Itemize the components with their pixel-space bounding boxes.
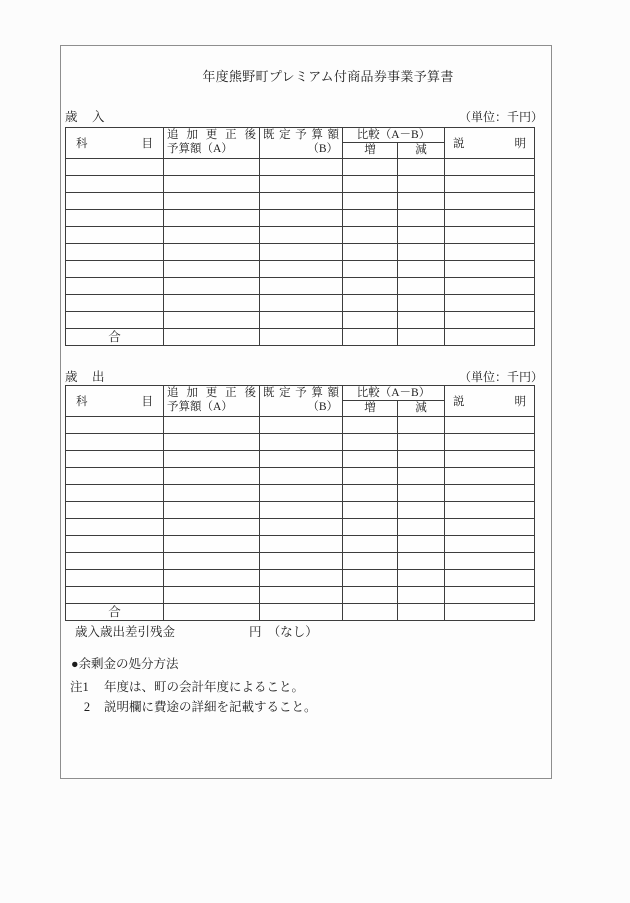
header-revised-budget-a bbox=[164, 386, 260, 416]
subject-cell bbox=[66, 227, 164, 243]
empty-table-row bbox=[66, 278, 534, 295]
revised-budget-cell bbox=[164, 278, 260, 294]
empty-table-row bbox=[66, 451, 534, 468]
header-existing-line1: 既 定 予 算 額 bbox=[263, 387, 339, 399]
note-1-text: 年度は、町の会計年度によること。 bbox=[104, 680, 305, 694]
increase-cell bbox=[343, 261, 398, 277]
empty-table-row bbox=[66, 176, 534, 193]
revised-budget-cell bbox=[164, 312, 260, 328]
increase-cell bbox=[343, 193, 398, 209]
description-cell bbox=[445, 485, 534, 501]
revenue-table-header bbox=[66, 128, 534, 159]
existing-budget-cell bbox=[260, 227, 343, 243]
balance-unit-suffix: 円 （なし） bbox=[249, 625, 318, 639]
subject-cell bbox=[66, 519, 164, 535]
existing-budget-cell bbox=[260, 553, 343, 569]
existing-budget-cell bbox=[260, 519, 343, 535]
revised-budget-cell bbox=[164, 536, 260, 552]
subject-cell bbox=[66, 502, 164, 518]
subject-cell bbox=[66, 485, 164, 501]
decrease-cell bbox=[398, 502, 445, 518]
header-revised-line1: 追 加 更 正 後 bbox=[167, 129, 256, 141]
empty-table-row bbox=[66, 570, 534, 587]
subject-cell bbox=[66, 210, 164, 226]
header-description-left: 説 bbox=[453, 396, 465, 408]
subject-cell bbox=[66, 570, 164, 586]
increase-cell bbox=[343, 604, 398, 620]
decrease-cell bbox=[398, 295, 445, 311]
expenditure-total-row bbox=[66, 604, 534, 620]
description-cell bbox=[445, 468, 534, 484]
existing-budget-cell bbox=[260, 244, 343, 260]
revenue-unit-label: （単位：千円） bbox=[458, 110, 543, 124]
decrease-cell bbox=[398, 210, 445, 226]
increase-cell bbox=[343, 312, 398, 328]
description-cell bbox=[445, 193, 534, 209]
increase-cell bbox=[343, 553, 398, 569]
decrease-cell bbox=[398, 329, 445, 345]
description-cell bbox=[445, 587, 534, 603]
revenue-table-body bbox=[66, 159, 534, 329]
header-revised-budget-a bbox=[164, 128, 260, 158]
total-label: 合 bbox=[108, 330, 121, 344]
revised-budget-cell bbox=[164, 295, 260, 311]
description-cell bbox=[445, 329, 534, 345]
revised-budget-cell bbox=[164, 451, 260, 467]
subject-cell bbox=[66, 295, 164, 311]
header-revised-line1: 追 加 更 正 後 bbox=[167, 387, 256, 399]
empty-table-row bbox=[66, 193, 534, 210]
surplus-heading: ●余剰金の処分方法 bbox=[71, 657, 179, 671]
revised-budget-cell bbox=[164, 485, 260, 501]
total-label-cell bbox=[66, 329, 164, 345]
revised-budget-cell bbox=[164, 417, 260, 433]
description-cell bbox=[445, 451, 534, 467]
empty-table-row bbox=[66, 227, 534, 244]
description-cell bbox=[445, 312, 534, 328]
increase-cell bbox=[343, 434, 398, 450]
subject-cell bbox=[66, 159, 164, 175]
decrease-cell bbox=[398, 193, 445, 209]
empty-table-row bbox=[66, 502, 534, 519]
existing-budget-cell bbox=[260, 604, 343, 620]
revised-budget-cell bbox=[164, 587, 260, 603]
empty-table-row bbox=[66, 519, 534, 536]
decrease-cell bbox=[398, 485, 445, 501]
note-1-prefix: 注1 bbox=[70, 680, 89, 694]
header-comparison-sub bbox=[343, 401, 444, 416]
empty-table-row bbox=[66, 485, 534, 502]
decrease-cell bbox=[398, 434, 445, 450]
expenditure-section-head bbox=[65, 367, 543, 385]
balance-line bbox=[75, 622, 318, 640]
revised-budget-cell bbox=[164, 329, 260, 345]
expenditure-label: 歳 出 bbox=[65, 370, 106, 384]
header-subject bbox=[66, 128, 164, 158]
existing-budget-cell bbox=[260, 570, 343, 586]
decrease-cell bbox=[398, 159, 445, 175]
empty-table-row bbox=[66, 210, 534, 227]
decrease-cell bbox=[398, 227, 445, 243]
header-subject-right: 目 bbox=[141, 138, 153, 150]
header-decrease-label: 減 bbox=[415, 402, 427, 414]
subject-cell bbox=[66, 244, 164, 260]
total-label-cell bbox=[66, 604, 164, 620]
existing-budget-cell bbox=[260, 261, 343, 277]
balance-label: 歳入歳出差引残金 bbox=[75, 625, 176, 639]
revised-budget-cell bbox=[164, 193, 260, 209]
header-revised-line2: 予算額（A） bbox=[167, 400, 233, 413]
increase-cell bbox=[343, 176, 398, 192]
empty-table-row bbox=[66, 244, 534, 261]
existing-budget-cell bbox=[260, 159, 343, 175]
header-decrease-label: 減 bbox=[415, 144, 427, 156]
revised-budget-cell bbox=[164, 159, 260, 175]
decrease-cell bbox=[398, 468, 445, 484]
empty-table-row bbox=[66, 587, 534, 604]
increase-cell bbox=[343, 519, 398, 535]
note-1 bbox=[70, 677, 304, 695]
revenue-total-row bbox=[66, 329, 534, 345]
header-increase-label: 増 bbox=[343, 143, 398, 158]
decrease-cell bbox=[398, 536, 445, 552]
header-comparison-label: 比較（A－B） bbox=[343, 386, 444, 401]
revised-budget-cell bbox=[164, 519, 260, 535]
decrease-cell bbox=[398, 587, 445, 603]
increase-cell bbox=[343, 468, 398, 484]
empty-table-row bbox=[66, 159, 534, 176]
decrease-cell bbox=[398, 261, 445, 277]
note-2 bbox=[70, 697, 317, 715]
decrease-cell bbox=[398, 244, 445, 260]
increase-cell bbox=[343, 502, 398, 518]
empty-table-row bbox=[66, 434, 534, 451]
existing-budget-cell bbox=[260, 434, 343, 450]
header-comparison-sub bbox=[343, 143, 444, 158]
empty-table-row bbox=[66, 295, 534, 312]
subject-cell bbox=[66, 587, 164, 603]
revised-budget-cell bbox=[164, 604, 260, 620]
revised-budget-cell bbox=[164, 210, 260, 226]
header-description-right: 明 bbox=[514, 138, 526, 150]
subject-cell bbox=[66, 451, 164, 467]
description-cell bbox=[445, 244, 534, 260]
existing-budget-cell bbox=[260, 312, 343, 328]
existing-budget-cell bbox=[260, 417, 343, 433]
description-cell bbox=[445, 227, 534, 243]
revised-budget-cell bbox=[164, 244, 260, 260]
description-cell bbox=[445, 261, 534, 277]
header-description bbox=[445, 128, 534, 158]
decrease-cell bbox=[398, 278, 445, 294]
description-cell bbox=[445, 502, 534, 518]
header-increase-label: 増 bbox=[343, 401, 398, 416]
description-cell bbox=[445, 159, 534, 175]
revenue-label: 歳 入 bbox=[65, 110, 106, 124]
subject-cell bbox=[66, 312, 164, 328]
existing-budget-cell bbox=[260, 176, 343, 192]
increase-cell bbox=[343, 295, 398, 311]
note-2-text: 説明欄に費途の詳細を記載すること。 bbox=[104, 700, 317, 714]
increase-cell bbox=[343, 451, 398, 467]
revenue-section-head bbox=[65, 107, 543, 125]
header-subject-left: 科 bbox=[76, 396, 88, 408]
subject-cell bbox=[66, 261, 164, 277]
decrease-cell bbox=[398, 176, 445, 192]
empty-table-row bbox=[66, 536, 534, 553]
expenditure-unit-label: （単位：千円） bbox=[458, 370, 543, 384]
subject-cell bbox=[66, 468, 164, 484]
increase-cell bbox=[343, 210, 398, 226]
increase-cell bbox=[343, 536, 398, 552]
subject-cell bbox=[66, 417, 164, 433]
increase-cell bbox=[343, 244, 398, 260]
note-2-prefix: 2 bbox=[83, 700, 91, 714]
description-cell bbox=[445, 278, 534, 294]
subject-cell bbox=[66, 434, 164, 450]
revised-budget-cell bbox=[164, 468, 260, 484]
header-description-right: 明 bbox=[514, 396, 526, 408]
empty-table-row bbox=[66, 312, 534, 329]
subject-cell bbox=[66, 553, 164, 569]
increase-cell bbox=[343, 485, 398, 501]
subject-cell bbox=[66, 176, 164, 192]
existing-budget-cell bbox=[260, 587, 343, 603]
empty-table-row bbox=[66, 261, 534, 278]
header-existing-line2: （B） bbox=[307, 400, 338, 413]
revenue-table bbox=[65, 127, 535, 346]
empty-table-row bbox=[66, 553, 534, 570]
description-cell bbox=[445, 434, 534, 450]
header-existing-line1: 既 定 予 算 額 bbox=[263, 129, 339, 141]
description-cell bbox=[445, 210, 534, 226]
increase-cell bbox=[343, 587, 398, 603]
description-cell bbox=[445, 553, 534, 569]
empty-table-row bbox=[66, 468, 534, 485]
description-cell bbox=[445, 604, 534, 620]
decrease-cell bbox=[398, 570, 445, 586]
subject-cell bbox=[66, 193, 164, 209]
existing-budget-cell bbox=[260, 451, 343, 467]
header-existing-budget-b bbox=[260, 386, 343, 416]
existing-budget-cell bbox=[260, 295, 343, 311]
header-description bbox=[445, 386, 534, 416]
existing-budget-cell bbox=[260, 502, 343, 518]
description-cell bbox=[445, 570, 534, 586]
increase-cell bbox=[343, 329, 398, 345]
decrease-cell bbox=[398, 451, 445, 467]
revised-budget-cell bbox=[164, 553, 260, 569]
header-comparison bbox=[343, 128, 445, 158]
increase-cell bbox=[343, 278, 398, 294]
description-cell bbox=[445, 295, 534, 311]
increase-cell bbox=[343, 570, 398, 586]
decrease-cell bbox=[398, 519, 445, 535]
decrease-cell bbox=[398, 312, 445, 328]
description-cell bbox=[445, 536, 534, 552]
existing-budget-cell bbox=[260, 278, 343, 294]
description-cell bbox=[445, 417, 534, 433]
decrease-cell bbox=[398, 604, 445, 620]
subject-cell bbox=[66, 278, 164, 294]
subject-cell bbox=[66, 536, 164, 552]
increase-cell bbox=[343, 227, 398, 243]
existing-budget-cell bbox=[260, 210, 343, 226]
header-existing-line2: （B） bbox=[307, 142, 338, 155]
empty-table-row bbox=[66, 417, 534, 434]
expenditure-table-header bbox=[66, 386, 534, 417]
increase-cell bbox=[343, 159, 398, 175]
revised-budget-cell bbox=[164, 176, 260, 192]
expenditure-table-body bbox=[66, 417, 534, 604]
header-subject-right: 目 bbox=[141, 396, 153, 408]
total-label: 合 bbox=[108, 605, 121, 619]
header-subject-left: 科 bbox=[76, 138, 88, 150]
description-cell bbox=[445, 176, 534, 192]
existing-budget-cell bbox=[260, 485, 343, 501]
page-title: 年度熊野町プレミアム付商品券事業予算書 bbox=[202, 69, 454, 84]
header-subject bbox=[66, 386, 164, 416]
header-comparison bbox=[343, 386, 445, 416]
revised-budget-cell bbox=[164, 502, 260, 518]
existing-budget-cell bbox=[260, 193, 343, 209]
description-cell bbox=[445, 519, 534, 535]
expenditure-table bbox=[65, 385, 535, 621]
header-description-left: 説 bbox=[453, 138, 465, 150]
increase-cell bbox=[343, 417, 398, 433]
existing-budget-cell bbox=[260, 329, 343, 345]
existing-budget-cell bbox=[260, 536, 343, 552]
decrease-cell bbox=[398, 417, 445, 433]
decrease-cell bbox=[398, 553, 445, 569]
header-revised-line2: 予算額（A） bbox=[167, 142, 233, 155]
revised-budget-cell bbox=[164, 570, 260, 586]
header-comparison-label: 比較（A－B） bbox=[343, 128, 444, 143]
header-existing-budget-b bbox=[260, 128, 343, 158]
existing-budget-cell bbox=[260, 468, 343, 484]
revised-budget-cell bbox=[164, 227, 260, 243]
revised-budget-cell bbox=[164, 434, 260, 450]
revised-budget-cell bbox=[164, 261, 260, 277]
